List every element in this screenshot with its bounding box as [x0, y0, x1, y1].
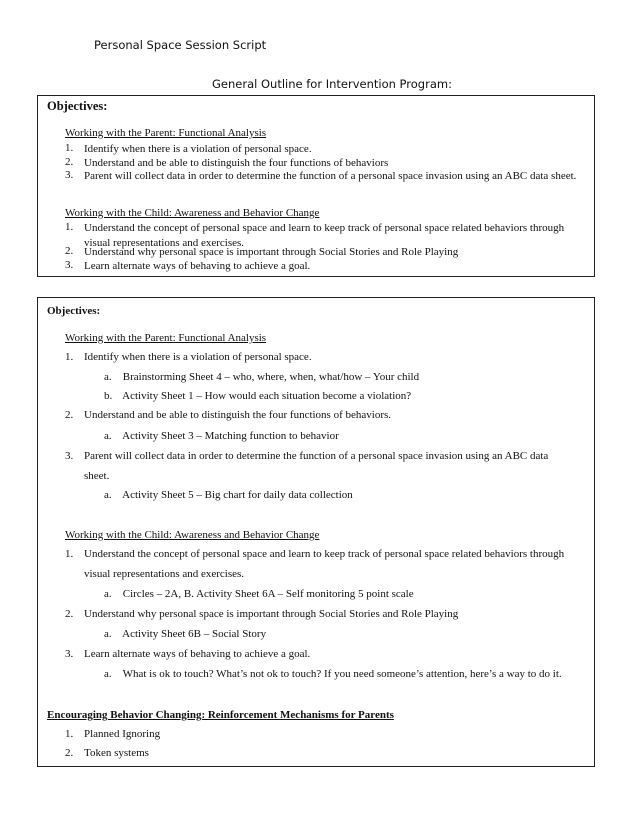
- item-text-continuation: visual representations and exercises.: [84, 568, 245, 580]
- sub-item: [104, 668, 562, 680]
- sub-item-text: Activity Sheet 6B – Social Story: [122, 628, 267, 640]
- list-item: [65, 747, 589, 759]
- sub-item-letter: a.: [104, 668, 112, 680]
- item-text: Understand and be able to distinguish the four functions of behaviors.: [84, 409, 392, 421]
- sub-item-letter: a.: [104, 430, 112, 442]
- item-number: 2.: [65, 409, 74, 421]
- list-item: [65, 259, 589, 274]
- sub-item-text: Activity Sheet 3 – Matching function to behavior: [122, 430, 339, 442]
- list-item: [65, 351, 589, 363]
- item-text: Parent will collect data in order to determine the function of a personal space invasion using an ABC data sheet.: [84, 170, 577, 182]
- sub-item: [104, 588, 414, 600]
- item-number: 3.: [65, 648, 74, 660]
- sub-item-letter: a.: [104, 371, 112, 383]
- sub-item-text: Circles – 2A, B. Activity Sheet 6A – Self monitoring 5 point scale: [122, 588, 414, 600]
- list-item: [65, 648, 589, 660]
- list-item: [65, 169, 589, 184]
- item-text-continuation: sheet.: [84, 470, 110, 482]
- parent-section-heading: Working with the Parent: Functional Analysis: [65, 127, 267, 139]
- item-number: 3.: [65, 450, 74, 462]
- item-number: 2.: [65, 156, 74, 168]
- item-number: 3.: [65, 169, 74, 181]
- sub-item-text: Activity Sheet 1 – How would each situation become a violation?: [122, 390, 412, 402]
- sub-item: [104, 430, 339, 442]
- item-text: Token systems: [84, 747, 149, 759]
- document-title: Personal Space Session Script: [94, 38, 267, 52]
- child-section-heading: Working with the Child: Awareness and Behavior Change: [65, 529, 320, 541]
- sub-item-letter: b.: [104, 390, 113, 402]
- item-text: Understand and be able to distinguish the four functions of behaviors: [84, 157, 389, 169]
- reinforcement-section-heading: Encouraging Behavior Changing: Reinforcement Mechanisms for Parents: [47, 709, 394, 721]
- item-text: Understand why personal space is important through Social Stories and Role Playing: [84, 608, 459, 620]
- objectives-summary-box: [37, 95, 595, 277]
- sub-item-text: What is ok to touch? What’s not ok to touch? If you need someone’s attention, here’s a way to do it.: [122, 668, 562, 680]
- item-text: Identify when there is a violation of personal space.: [84, 351, 312, 363]
- list-item: [65, 245, 589, 260]
- item-text: Planned Ignoring: [84, 728, 161, 740]
- sub-item-letter: a.: [104, 588, 112, 600]
- sub-item: [104, 390, 411, 402]
- item-number: 2.: [65, 608, 74, 620]
- item-number: 2.: [65, 747, 74, 759]
- item-number: 1.: [65, 728, 74, 740]
- item-text: Parent will collect data in order to determine the function of a personal space invasion using an ABC data: [84, 450, 549, 462]
- sub-item: [104, 628, 266, 640]
- item-text: Identify when there is a violation of personal space.: [84, 143, 312, 155]
- list-item: [65, 608, 589, 620]
- list-item: [65, 728, 589, 740]
- item-number: 1.: [65, 548, 74, 560]
- parent-section-heading: Working with the Parent: Functional Analysis: [65, 332, 267, 344]
- list-item: [65, 450, 589, 462]
- sub-item-text: Activity Sheet 5 – Big chart for daily data collection: [122, 489, 353, 501]
- list-item: [65, 548, 589, 560]
- objectives-title: Objectives:: [47, 305, 101, 317]
- sub-item: [104, 489, 353, 501]
- sub-item: [104, 371, 419, 383]
- sub-item-letter: a.: [104, 489, 112, 501]
- item-text: Learn alternate ways of behaving to achieve a goal.: [84, 648, 311, 660]
- objectives-title: Objectives:: [47, 99, 108, 113]
- list-item: [65, 409, 589, 421]
- item-text: Understand why personal space is important through Social Stories and Role Playing: [84, 246, 459, 258]
- item-text: Understand the concept of personal space and learn to keep track of personal space related behaviors through visual representations and exercises.: [84, 222, 565, 249]
- item-text: Understand the concept of personal space and learn to keep track of personal space related behaviors through: [84, 548, 565, 560]
- item-number: 1.: [65, 142, 74, 154]
- sub-item-text: Brainstorming Sheet 4 – who, where, when, what/how – Your child: [122, 371, 420, 383]
- item-number: 1.: [65, 221, 74, 233]
- item-number: 1.: [65, 351, 74, 363]
- list-item: [65, 142, 589, 157]
- objectives-detail-box: [37, 297, 595, 767]
- item-text: Learn alternate ways of behaving to achieve a goal.: [84, 260, 311, 272]
- item-number: 2.: [65, 245, 74, 257]
- outline-subtitle: General Outline for Intervention Program:: [212, 77, 452, 91]
- item-number: 3.: [65, 259, 74, 271]
- sub-item-letter: a.: [104, 628, 112, 640]
- child-section-heading: Working with the Child: Awareness and Behavior Change: [65, 207, 320, 219]
